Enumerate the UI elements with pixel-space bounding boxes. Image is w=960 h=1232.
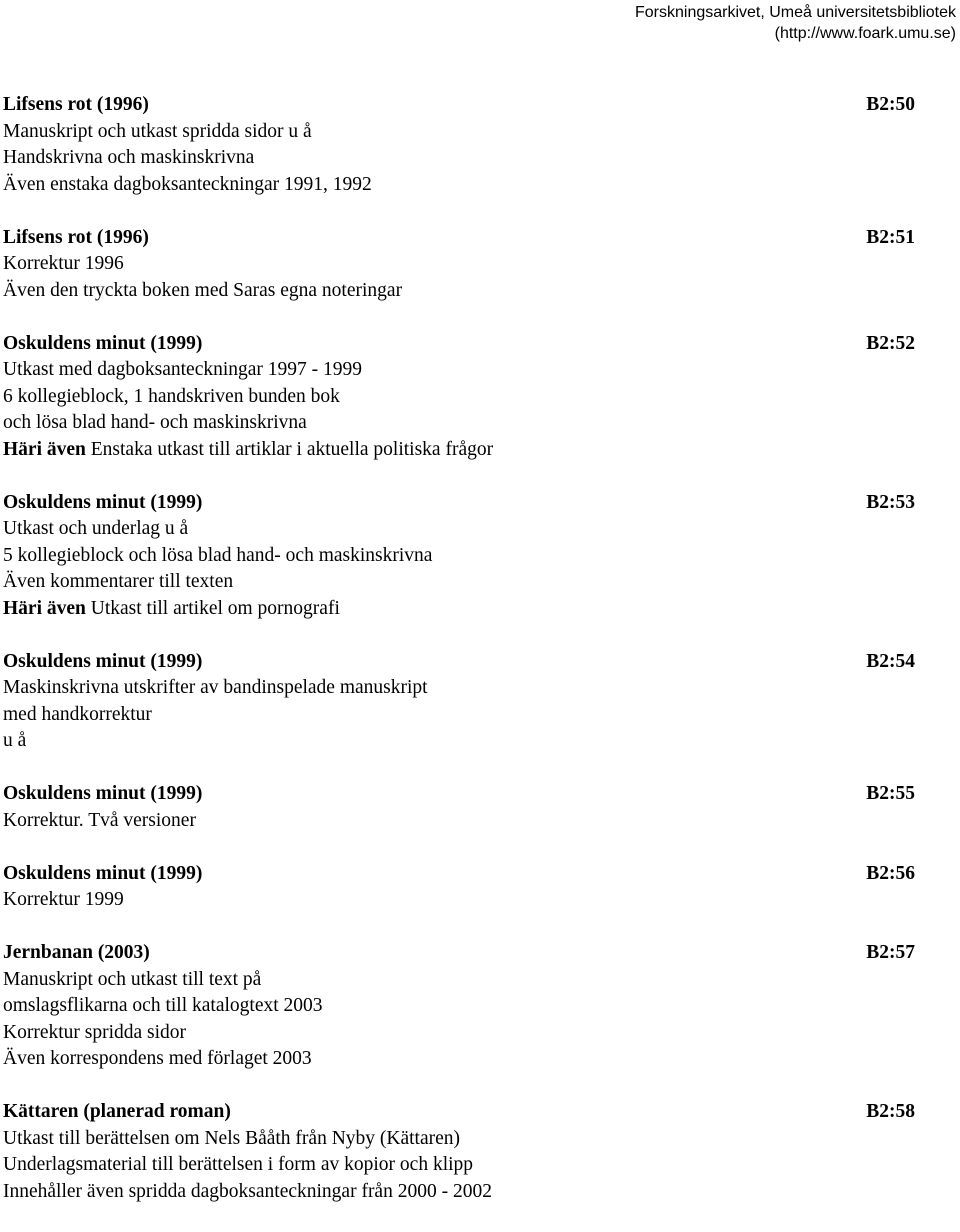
entry-description-line: Utkast med dagboksanteckningar 1997 - 1999 [3,359,363,380]
catalog-entry [3,649,915,755]
catalog-entry [3,490,915,623]
entry-title: Oskuldens minut (1999) [3,783,203,804]
entry-note [3,437,915,464]
catalog-entry [3,225,915,305]
note-label: Häri även [3,597,86,619]
entry-description-line: Maskinskrivna utskrifter av bandinspelade manuskript [3,677,428,698]
entry-title: Lifsens rot (1996) [3,94,149,115]
entry-note [3,596,915,623]
entry-description-line: med handkorrektur [3,703,152,725]
entry-description-line: Manuskript och utkast spridda sidor u å [3,120,312,142]
entry-description-line: och lösa blad hand- och maskinskrivna [3,412,307,433]
shelf-code: B2:54 [866,650,915,672]
entry-description-line: Underlagsmaterial till berättelsen i form av kopior och klipp [3,1154,474,1175]
entry-title: Oskuldens minut (1999) [3,332,203,354]
catalog-entry [3,781,915,834]
entry-title: Oskuldens minut (1999) [3,491,203,513]
shelf-code: B2:56 [866,862,915,884]
entry-description-line: u å [3,730,27,751]
entry-description-line: Innehåller även spridda dagboksanteckningar från 2000 - 2002 [3,1180,492,1202]
entry-title: Lifsens rot (1996) [3,226,149,248]
entry-description-line: Utkast till berättelsen om Nels Bååth från Nyby (Kättaren) [3,1127,461,1149]
entry-description-line: Korrektur 1996 [3,253,124,274]
entry-description-line: Även den tryckta boken med Saras egna noteringar [3,279,403,301]
note-text: Enstaka utkast till artiklar i aktuella politiska frågor [85,438,494,460]
shelf-code: B2:50 [866,94,915,115]
entry-description-line: Korrektur. Två versioner [3,809,196,831]
catalog-entry [3,940,915,1073]
note-text: Utkast till artikel om pornografi [85,597,340,619]
archive-url: (http://www.foark.umu.se) [774,25,956,42]
entry-title: Kättaren (planerad roman) [3,1101,231,1122]
catalog-entry [3,861,915,914]
entry-description-line: Korrektur 1999 [3,889,124,910]
entry-description-line: 6 kollegieblock, 1 handskriven bunden bok [3,385,340,407]
archive-name: Forskningsarkivet, Umeå universitetsbibliotek [634,4,956,21]
entry-description-line: Handskrivna och maskinskrivna [3,147,255,168]
entry-description-line: omslagsflikarna och till katalogtext 2003 [3,995,323,1016]
entry-description-line: Korrektur spridda sidor [3,1021,187,1043]
entry-title: Oskuldens minut (1999) [3,650,203,672]
entry-title: Oskuldens minut (1999) [3,862,203,884]
entry-title: Jernbanan (2003) [3,942,150,963]
shelf-code: B2:58 [866,1101,915,1122]
entry-description-line: Även korrespondens med förlaget 2003 [3,1048,312,1069]
entry-description-line: Även kommentarer till texten [3,571,234,592]
entry-description-line: 5 kollegieblock och lösa blad hand- och maskinskrivna [3,544,433,566]
shelf-code: B2:57 [866,942,915,963]
shelf-code: B2:51 [866,226,915,248]
shelf-code: B2:55 [866,783,915,804]
entry-description-line: Även enstaka dagboksanteckningar 1991, 1992 [3,173,372,195]
catalog-entries [3,92,915,1232]
catalog-entry [3,1099,915,1205]
shelf-code: B2:52 [866,332,915,354]
archive-header [635,2,956,44]
catalog-entry [3,331,915,464]
entry-description-line: Manuskript och utkast till text på [3,968,262,990]
shelf-code: B2:53 [866,491,915,513]
catalog-entry [3,92,915,198]
note-label: Häri även [3,438,86,460]
entry-description-line: Utkast och underlag u å [3,518,189,539]
